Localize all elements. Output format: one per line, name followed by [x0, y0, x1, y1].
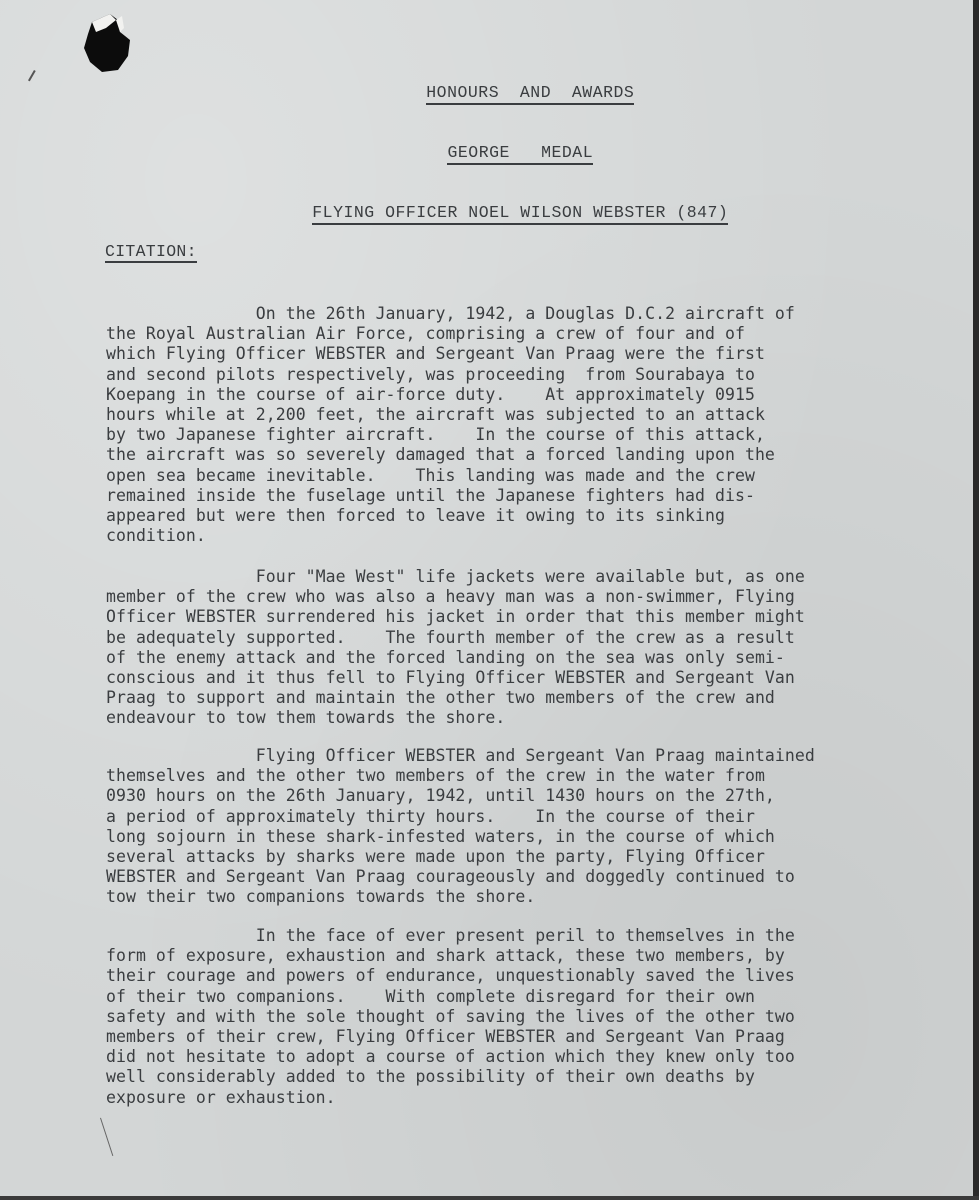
page-edge-shadow: [973, 0, 979, 1200]
heading-recipient-name: FLYING OFFICER NOEL WILSON WEBSTER (847): [0, 184, 979, 241]
paragraph-2: Four "Mae West" life jackets were available but, as one member of the crew who was also a heavy man was a non-swimmer, Flying Officer WEBSTER surrendered his jacket in order that this member might be adequately supported. The fourth member of the crew as a result of the enemy attack and the forced landing on the sea was only semi- conscious and it thus fell to Flying Officer WEBSTER and Sergeant Van Praag to support and maintain the other two members of the crew and endeavour to tow them towards the shore.: [106, 567, 805, 728]
paragraph-1: On the 26th January, 1942, a Douglas D.C.2 aircraft of the Royal Australian Air Force, comprising a crew of four and of which Flying Officer WEBSTER and Sergeant Van Praag were the first and second pilots respectively, was proceeding from Sourabaya to Koepang in the course of air-force duty. At approximately 0915 hours while at 2,200 feet, the aircraft was subjected to an attack by two Japanese fighter aircraft. In the course of this attack, the aircraft was so severely damaged that a forced landing upon the open sea became inevitable. This landing was made and the crew remained inside the fuselage until the Japanese fighters had dis- appeared but were then forced to leave it owing to its sinking condition.: [106, 304, 795, 546]
citation-label: CITATION:: [105, 242, 197, 261]
paragraph-4: In the face of ever present peril to themselves in the form of exposure, exhaustion and shark attack, these two members, by their courage and powers of endurance, unquestionably saved the lives of their two companions. With complete disregard for their own safety and with the sole thought of saving the lives of the other two members of their crew, Flying Officer WEBSTER and Sergeant Van Praag did not hesitate to adopt a course of action which they knew only too well considerably added to the possibility of their own deaths by exposure or exhaustion.: [106, 926, 795, 1107]
heading-george-medal: GEORGE MEDAL: [0, 124, 979, 181]
heading-honours-and-awards: HONOURS AND AWARDS: [0, 64, 979, 121]
pencil-mark: [100, 1118, 113, 1156]
page-edge-shadow: [0, 1196, 979, 1200]
paragraph-3: Flying Officer WEBSTER and Sergeant Van Praag maintained themselves and the other two members of the crew in the water from 0930 hours on the 26th January, 1942, until 1430 hours on the 27th, a period of approximately thirty hours. In the course of their long sojourn in these shark-infested waters, in the course of which several attacks by sharks were made upon the party, Flying Officer WEBSTER and Sergeant Van Praag courageously and doggedly continued to tow their two companions towards the shore.: [106, 746, 815, 907]
